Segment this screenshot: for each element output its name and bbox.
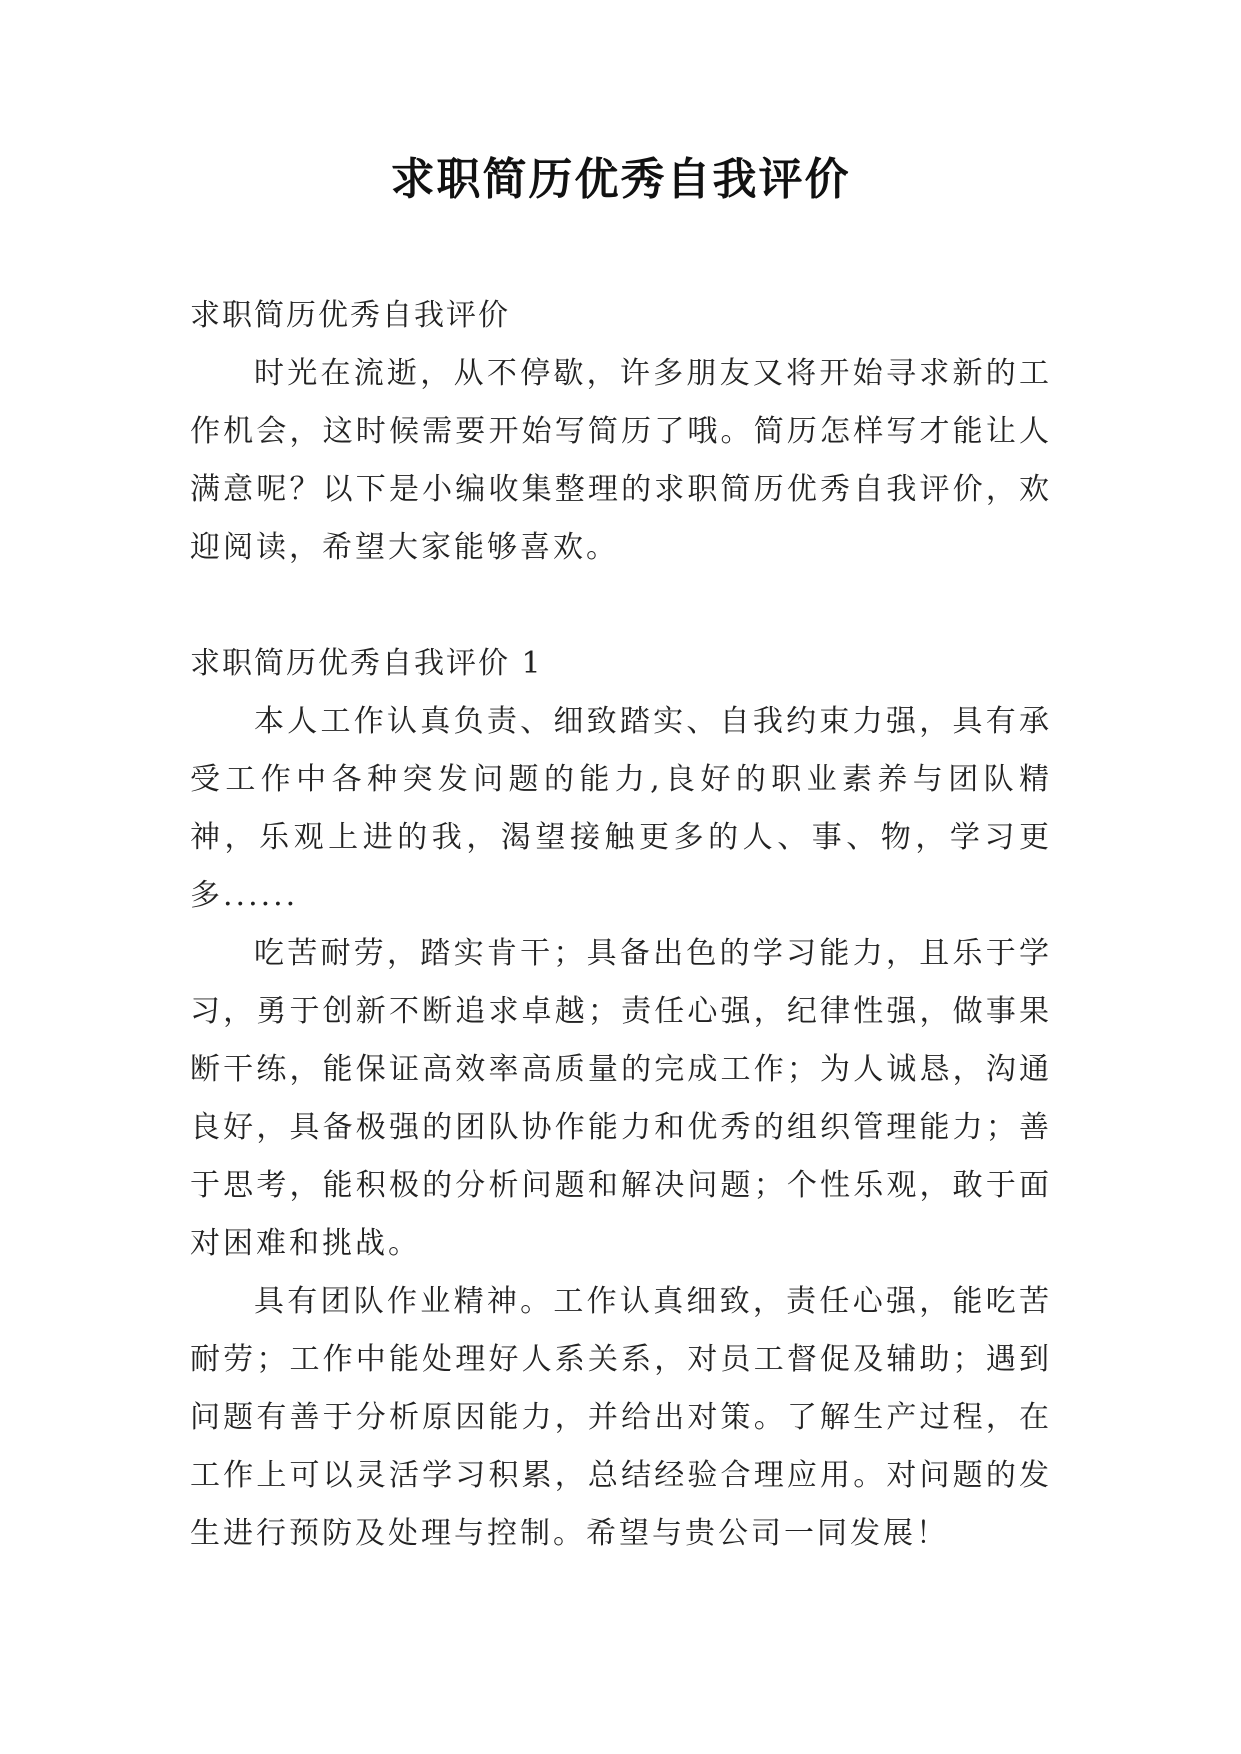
intro-paragraph: 时光在流逝，从不停歇，许多朋友又将开始寻求新的工作机会，这时候需要开始写简历了哦。简历怎样写才能让人满意呢？以下是小编收集整理的求职简历优秀自我评价，欢迎阅读，希望大家能够喜欢。 <box>190 356 1052 565</box>
section-1-paragraph-2: 吃苦耐劳，踏实肯干；具备出色的学习能力，且乐于学习，勇于创新不断追求卓越；责任心强，纪律性强，做事果断干练，能保证高效率高质量的完成工作；为人诚恳，沟通良好，具备极强的团队协作能力和优秀的组织管理能力；善于思考，能积极的分析问题和解决问题；个性乐观，敢于面对困难和挑战。 <box>190 936 1052 1261</box>
section-1-heading: 求职简历优秀自我评价 1 <box>190 646 543 681</box>
section-1-paragraph-1: 本人工作认真负责、细致踏实、自我约束力强，具有承受工作中各种突发问题的能力,良好的职业素养与团队精神，乐观上进的我，渴望接触更多的人、事、物，学习更多...... <box>190 704 1052 913</box>
document-body <box>190 287 1052 1563</box>
section-spacer <box>190 577 1052 635</box>
document-title: 求职简历优秀自我评价 <box>390 154 851 205</box>
section-1-paragraph-3: 具有团队作业精神。工作认真细致，责任心强，能吃苦耐劳；工作中能处理好人系关系，对员工督促及辅助；遇到问题有善于分析原因能力，并给出对策。了解生产过程，在工作上可以灵活学习积累，总结经验合理应用。对问题的发生进行预防及处理与控制。希望与贵公司一同发展！ <box>190 1284 1052 1551</box>
intro-heading: 求职简历优秀自我评价 <box>190 298 510 333</box>
